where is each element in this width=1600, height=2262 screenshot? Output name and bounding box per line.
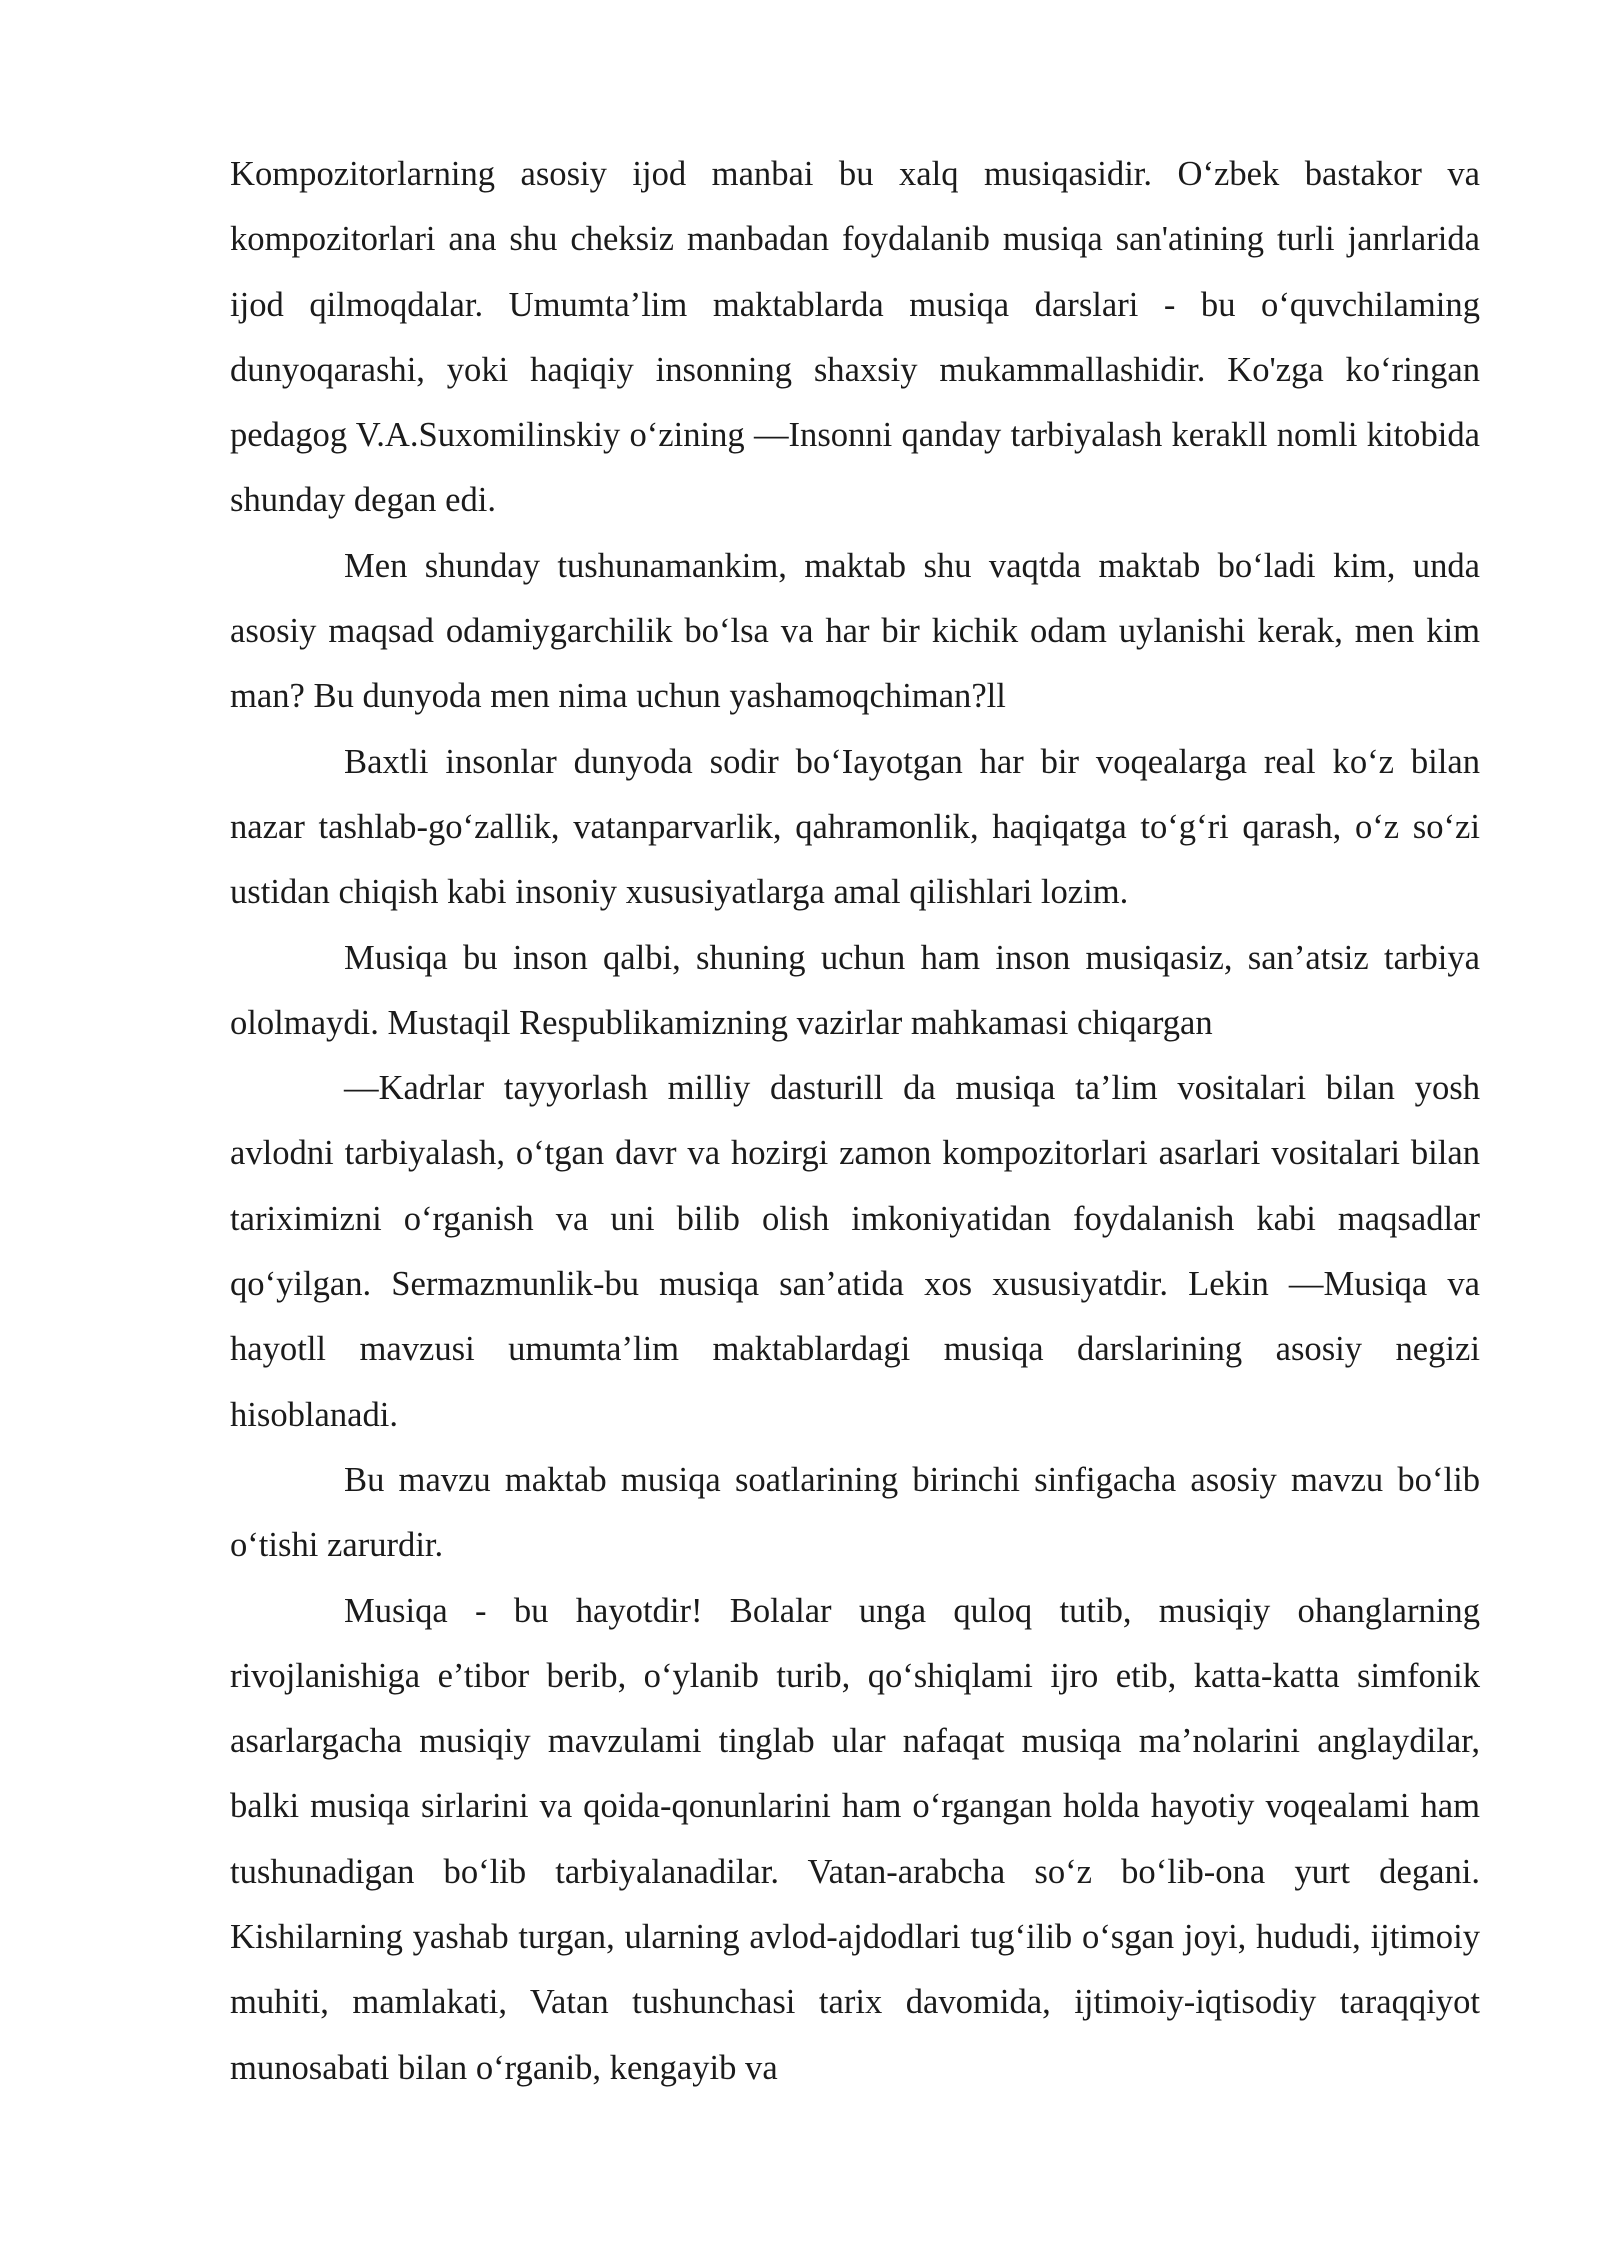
paragraph-2: Men shunday tushunamankim, maktab shu vaqtda maktab bo‘ladi kim, unda asosiy maqsad odamiygarchilik bo‘lsa va har bir kichik odam uylanishi kerak, men kim man? Bu dunyoda men nima uchun yashamoqchiman?ll — [230, 546, 1480, 716]
body-text — [230, 142, 1480, 2101]
paragraph-7: Musiqa - bu hayotdir! Bolalar unga quloq tutib, musiqiy ohanglarning rivojlanishiga e’tibor berib, o‘ylanib turib, qo‘shiqlami ijro etib, katta-katta simfonik asarlargacha musiqiy mavzulami tinglab ular nafaqat musiqa ma’nolarini anglaydilar, balki musiqa sirlarini va qoida-qonunlarini ham o‘rgangan holda hayotiy voqealami ham tushunadigan bo‘lib tarbiyalanadilar. Vatan-arabcha so‘z bo‘lib-ona yurt degani. Kishilarning yashab turgan, ularning avlod-ajdodlari tug‘ilib o‘sgan joyi, hududi, ijtimoiy muhiti, mamlakati, Vatan tushunchasi tarix davomida, ijtimoiy-iqtisodiy taraqqiyot munosabati bilan o‘rganib, kengayib va — [230, 1591, 1480, 2087]
paragraph-1: Kompozitorlarning asosiy ijod manbai bu xalq musiqasidir. O‘zbek bastakor va kompozitorlari ana shu cheksiz manbadan foydalanib musiqa san'atining turli janrlarida ijod qilmoqdalar. Umumta’lim maktablarda musiqa darslari - bu o‘quvchilaming dunyoqarashi, yoki haqiqiy insonning shaxsiy mukammallashidir. Ko'zga ko‘ringan pedagog V.A.Suxomilinskiy o‘zining ―Insonni qanday tarbiyalash kerakll nomli kitobida shunday degan edi. — [230, 155, 1480, 520]
paragraph-6: Bu mavzu maktab musiqa soatlarining birinchi sinfigacha asosiy mavzu bo‘lib o‘tishi zarurdir. — [230, 1460, 1480, 1565]
paragraph-5: ―Kadrlar tayyorlash milliy dasturill da musiqa ta’lim vositalari bilan yosh avlodni tarbiyalash, o‘tgan davr va hozirgi zamon kompozitorlari asarlari vositalari bilan tariximizni o‘rganish va uni bilib olish imkoniyatidan foydalanish kabi maqsadlar qo‘yilgan. Sermazmunlik-bu musiqa san’atida xos xususiyatdir. Lekin ―Musiqa va hayotll mavzusi umumta’lim maktablardagi musiqa darslarining asosiy negizi hisoblanadi. — [230, 1069, 1480, 1434]
paragraph-3: Baxtli insonlar dunyoda sodir bo‘Iayotgan har bir voqealarga real ko‘z bilan nazar tashlab-go‘zallik, vatanparvarlik, qahramonlik, haqiqatga to‘g‘ri qarash, o‘z so‘zi ustidan chiqish kabi insoniy xususiyatlarga amal qilishlari lozim. — [230, 742, 1480, 912]
paragraph-4: Musiqa bu inson qalbi, shuning uchun ham inson musiqasiz, san’atsiz tarbiya ololmaydi. Mustaqil Respublikamizning vazirlar mahkamasi chiqargan — [230, 938, 1480, 1042]
